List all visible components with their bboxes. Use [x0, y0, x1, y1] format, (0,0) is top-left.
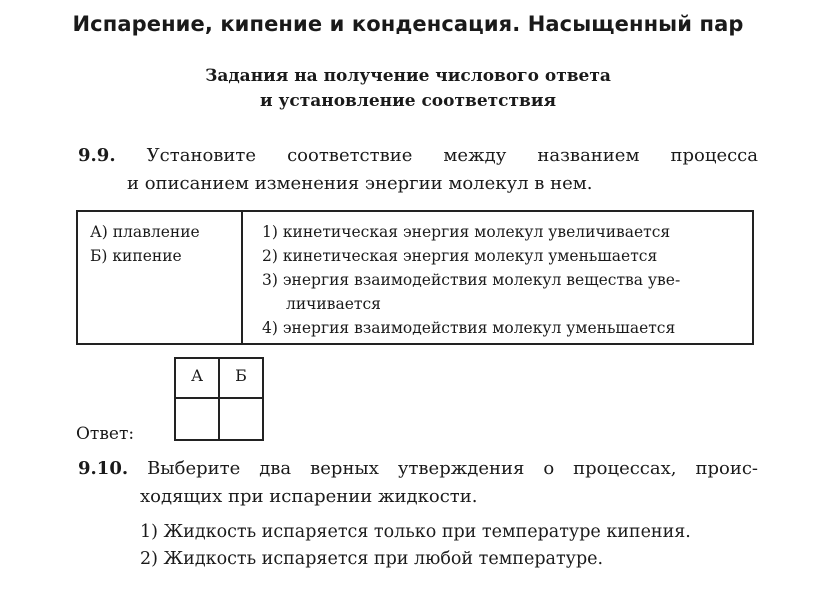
task-9-9-question-line-2: и описанием изменения энергии молекул в нем. — [127, 173, 593, 194]
answer-grid — [174, 357, 264, 441]
answer-header-a: А — [190, 366, 204, 385]
task-9-9-number: 9.9. — [78, 145, 116, 166]
matching-table-divider — [241, 212, 243, 343]
right-item-3: 3) энергия взаимодействия молекул вещества уве- — [262, 271, 681, 289]
task-9-10-question-line-1 — [78, 455, 758, 482]
statement-2: 2) Жидкость испаряется при любой температуре. — [140, 549, 604, 569]
task-9-10-question-line-2: ходящих при испарении жидкости. — [140, 486, 478, 507]
task-9-10-number: 9.10. — [78, 458, 129, 479]
answer-cell-a[interactable] — [176, 399, 218, 439]
left-item-a: А) плавление — [90, 223, 200, 241]
right-item-2: 2) кинетическая энергия молекул уменьшается — [262, 247, 658, 265]
left-item-b: Б) кипение — [90, 247, 182, 265]
matching-table — [76, 210, 754, 345]
answer-header-b: Б — [235, 366, 247, 385]
answer-label: Ответ: — [76, 424, 135, 444]
subtitle-line-2: и установление соответствия — [259, 91, 557, 111]
task-9-9-question-line-1 — [78, 142, 758, 169]
subtitle-line-1: Задания на получение числового ответа — [205, 66, 611, 86]
answer-cell-b[interactable] — [220, 399, 262, 439]
task-9-9-text-line-1: Установите соответствие между названием процесса — [146, 145, 758, 166]
task-9-10-text-line-1: Выберите два верных утверждения о процессах, проис- — [147, 458, 758, 479]
right-item-3-continuation: личивается — [286, 295, 381, 313]
right-item-4: 4) энергия взаимодействия молекул уменьшается — [262, 319, 676, 337]
statement-1: 1) Жидкость испаряется только при температуре кипения. — [140, 522, 691, 542]
page-title: Испарение, кипение и конденсация. Насыщенный пар — [72, 12, 744, 36]
section-subtitle — [0, 64, 816, 114]
right-item-1: 1) кинетическая энергия молекул увеличивается — [262, 223, 671, 241]
